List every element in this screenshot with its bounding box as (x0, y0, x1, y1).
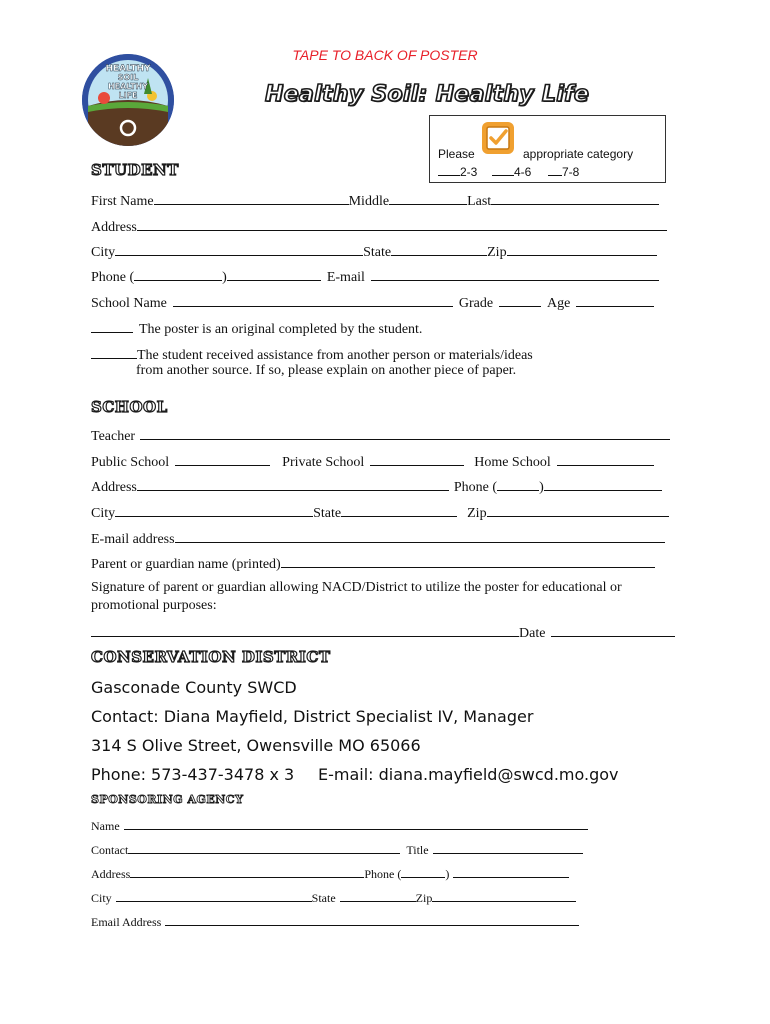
email-field[interactable] (371, 267, 659, 281)
assistance-text-line1: The student received assistance from another person or materials/ideas (137, 348, 533, 363)
teacher-label: Teacher (91, 429, 136, 444)
tape-note: TAPE TO BACK OF POSTER (292, 47, 478, 63)
category-option-2-3[interactable] (438, 162, 477, 179)
public-school-label: Public School (91, 455, 170, 470)
student-city-row (91, 242, 657, 261)
teacher-field[interactable] (140, 426, 670, 440)
sponsor-name-field[interactable] (124, 818, 588, 830)
logo-word-2: SOIL (117, 73, 139, 82)
middle-name-field[interactable] (389, 191, 467, 205)
state-field[interactable] (391, 242, 487, 256)
school-zip-field[interactable] (487, 503, 669, 517)
age-field[interactable] (576, 293, 654, 307)
school-type-row (91, 452, 654, 471)
school-address-label: Address (91, 480, 137, 495)
district-name: Gasconade County SWCD (91, 678, 297, 697)
sponsor-address-row (91, 866, 569, 881)
category-box (429, 115, 666, 183)
logo-word-3: HEALTHY (107, 82, 149, 91)
original-statement-text: The poster is an original completed by the student. (139, 322, 423, 337)
sponsor-state-field[interactable] (340, 890, 416, 902)
logo-word-1: HEALTHY (105, 64, 151, 74)
private-school-label: Private School (282, 455, 365, 470)
school-address-field[interactable] (137, 477, 449, 491)
category-option-7-8[interactable] (548, 162, 579, 179)
phone-close-paren: ) (222, 270, 227, 285)
assistance-field[interactable] (91, 345, 137, 359)
logo-word-4: LIFE (118, 91, 138, 100)
category-instruction-left: Please (438, 147, 475, 161)
sponsor-zip-field[interactable] (432, 890, 576, 902)
district-contact: Contact: Diana Mayfield, District Specialist IV, Manager (91, 707, 534, 726)
signature-text-line2: promotional purposes: (91, 598, 217, 613)
healthy-soil-logo (82, 54, 174, 146)
student-name-row (91, 191, 659, 210)
email-label: E-mail (326, 270, 365, 285)
assistance-text-line2: from another source. If so, please explain on another piece of paper. (136, 363, 517, 378)
parent-name-row (91, 554, 655, 573)
school-city-row (91, 503, 669, 522)
student-heading: STUDENT (91, 161, 179, 179)
logo-art (82, 54, 174, 146)
teacher-row (91, 426, 670, 445)
first-name-field[interactable] (154, 191, 349, 205)
sponsor-phone-number-field[interactable] (453, 866, 569, 878)
city-label: City (91, 245, 116, 260)
school-phone-close-paren: ) (539, 480, 544, 495)
sponsor-city-field[interactable] (116, 890, 312, 902)
sponsor-name-label: Name (91, 819, 120, 833)
first-name-label: First Name (91, 194, 154, 209)
school-address-row (91, 477, 662, 496)
sponsor-phone-area-field[interactable] (401, 866, 445, 878)
sponsor-name-row (91, 818, 588, 833)
school-phone-label: Phone ( (453, 480, 498, 495)
signature-text-line1: Signature of parent or guardian allowing NACD/District to utilize the poster for educational or (91, 580, 622, 595)
home-school-label: Home School (474, 455, 551, 470)
grade-label: Grade (458, 296, 494, 311)
sponsor-email-label: Email Address (91, 915, 162, 929)
school-phone-number-field[interactable] (544, 477, 662, 491)
sponsor-title-label: Title (406, 843, 429, 857)
sponsor-email-field[interactable] (165, 914, 579, 926)
parent-name-label: Parent or guardian name (printed) (91, 557, 281, 572)
address-field[interactable] (137, 217, 667, 231)
last-name-field[interactable] (491, 191, 659, 205)
sponsor-contact-field[interactable] (128, 842, 400, 854)
signature-field[interactable] (91, 623, 519, 637)
district-phone: Phone: 573-437-3478 x 3 (91, 765, 295, 784)
address-label: Address (91, 220, 137, 235)
sponsor-title-field[interactable] (433, 842, 583, 854)
grade-field[interactable] (499, 293, 541, 307)
school-state-label: State (313, 506, 342, 521)
original-statement-row (91, 319, 422, 338)
zip-field[interactable] (507, 242, 657, 256)
category-option-4-6[interactable] (492, 162, 531, 179)
school-email-label: E-mail address (91, 532, 175, 547)
date-label: Date (519, 626, 546, 641)
student-phone-row (91, 267, 659, 286)
public-school-field[interactable] (175, 452, 270, 466)
sponsor-zip-label: Zip (415, 891, 433, 905)
school-city-field[interactable] (115, 503, 313, 517)
category-option-label: 2-3 (460, 165, 478, 179)
school-name-field[interactable] (173, 293, 453, 307)
assistance-row (91, 345, 533, 364)
school-state-field[interactable] (341, 503, 457, 517)
category-option-label: 4-6 (514, 165, 532, 179)
city-field[interactable] (115, 242, 363, 256)
sponsor-address-label: Address (91, 867, 131, 881)
school-phone-area-field[interactable] (497, 477, 539, 491)
sponsor-phone-label: Phone ( (364, 867, 402, 881)
school-heading: SCHOOL (91, 398, 168, 416)
private-school-field[interactable] (370, 452, 464, 466)
phone-label: Phone ( (91, 270, 135, 285)
category-instruction-right: appropriate category (523, 147, 634, 161)
conservation-heading: CONSERVATION DISTRICT (91, 648, 331, 666)
sponsor-state-label: State (311, 891, 336, 905)
sponsor-contact-row (91, 842, 583, 857)
date-field[interactable] (551, 623, 675, 637)
phone-number-field[interactable] (227, 267, 321, 281)
sponsor-city-row (91, 890, 576, 905)
last-name-label: Last (467, 194, 492, 209)
original-statement-field[interactable] (91, 319, 133, 333)
checkbox-check-icon (480, 120, 516, 156)
sponsor-email-row (91, 914, 579, 929)
school-city-label: City (91, 506, 116, 521)
age-label: Age (547, 296, 571, 311)
school-name-label: School Name (91, 296, 167, 311)
sponsoring-heading: SPONSORING AGENCY (91, 793, 244, 806)
sponsor-contact-label: Contact (91, 843, 129, 857)
sponsor-city-label: City (91, 891, 112, 905)
district-email: E-mail: diana.mayfield@swcd.mo.gov (318, 765, 619, 784)
state-label: State (363, 245, 392, 260)
school-email-field[interactable] (175, 529, 665, 543)
student-school-row (91, 293, 654, 312)
school-email-row (91, 529, 665, 548)
page-title: Healthy Soil: Healthy Life (265, 82, 590, 107)
phone-area-code-field[interactable] (134, 267, 222, 281)
district-address: 314 S Olive Street, Owensville MO 65066 (91, 736, 421, 755)
sponsor-address-field[interactable] (130, 866, 364, 878)
category-option-label: 7-8 (562, 165, 580, 179)
school-zip-label: Zip (467, 506, 487, 521)
student-address-row (91, 217, 667, 236)
zip-label: Zip (487, 245, 507, 260)
sponsor-phone-close-paren: ) (445, 867, 450, 881)
home-school-field[interactable] (557, 452, 654, 466)
middle-name-label: Middle (348, 194, 390, 209)
signature-row (91, 623, 675, 642)
parent-name-field[interactable] (281, 554, 655, 568)
